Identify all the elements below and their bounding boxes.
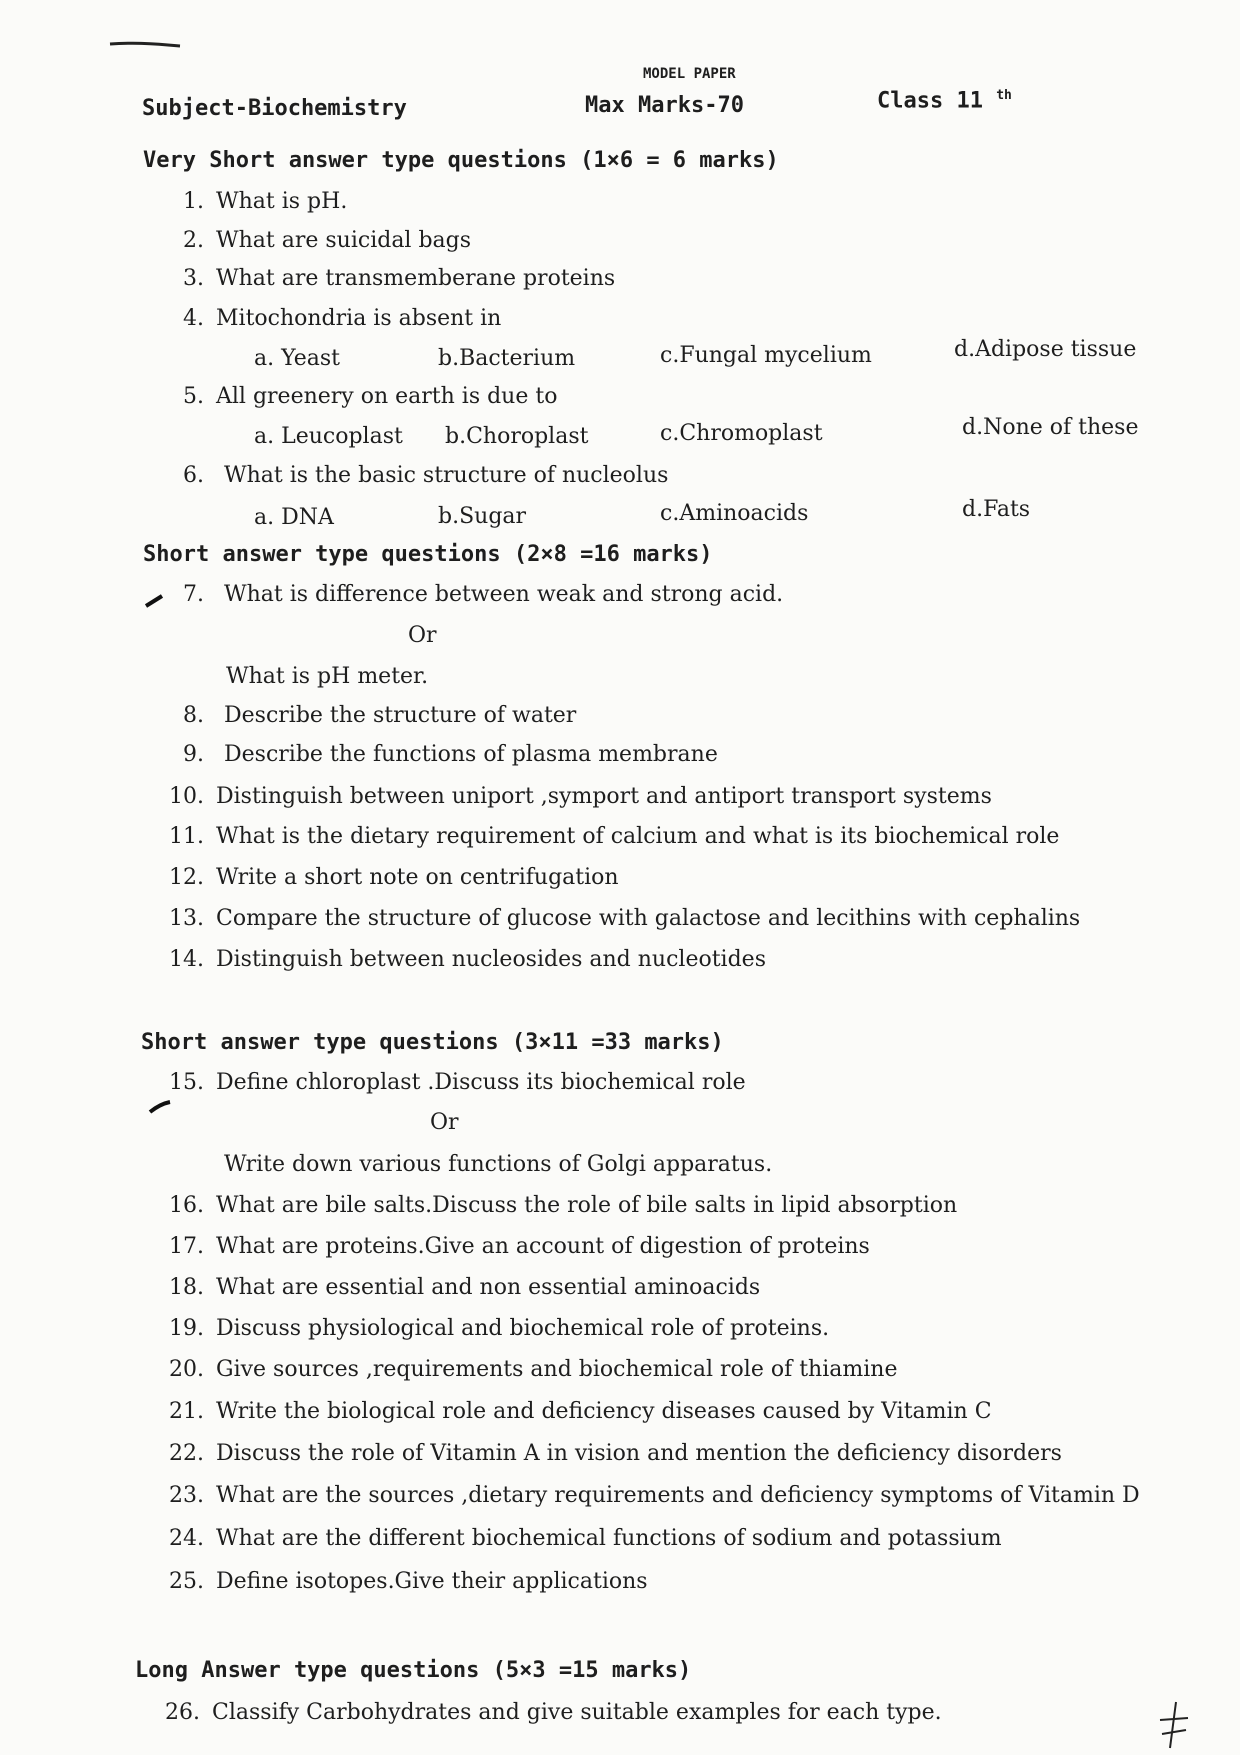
max-marks-label: Max Marks-70	[585, 93, 744, 118]
question-1	[160, 189, 347, 214]
pen-mark-bottom-right	[1156, 1700, 1196, 1752]
question-text: Distinguish between uniport ,symport and antiport transport systems	[216, 784, 992, 809]
question-text: Define isotopes.Give their applications	[216, 1569, 648, 1594]
question-10	[160, 784, 992, 809]
question-number: 20.	[169, 1357, 204, 1382]
question-4	[160, 306, 501, 331]
question-text: What are bile salts.Discuss the role of bile salts in lipid absorption	[216, 1193, 958, 1218]
question-11	[160, 824, 1059, 849]
question-2	[160, 228, 471, 253]
question-number: 15.	[169, 1070, 204, 1095]
question-21	[160, 1399, 992, 1424]
section-heading-very-short: Very Short answer type questions (1×6 = 6 marks)	[143, 148, 779, 173]
q4-option-c: c.Fungal mycelium	[660, 343, 872, 368]
question-14	[160, 947, 766, 972]
question-text: Give sources ,requirements and biochemical role of thiamine	[216, 1357, 898, 1382]
question-number: 6.	[183, 463, 204, 488]
question-8	[160, 703, 576, 728]
question-text: Discuss the role of Vitamin A in vision and mention the deficiency disorders	[216, 1441, 1062, 1466]
question-number: 21.	[169, 1399, 204, 1424]
question-number: 4.	[183, 306, 204, 331]
question-number: 22.	[169, 1441, 204, 1466]
q5-option-b: b.Choroplast	[445, 424, 589, 449]
q15-alternative: Write down various functions of Golgi apparatus.	[224, 1152, 773, 1177]
question-number: 24.	[169, 1526, 204, 1551]
question-number: 25.	[169, 1569, 204, 1594]
section-heading-short-3-marks: Short answer type questions (3×11 =33 marks)	[141, 1030, 724, 1055]
question-number: 12.	[169, 865, 204, 890]
q5-option-a: a. Leucoplast	[254, 424, 403, 449]
question-number: 3.	[183, 266, 204, 291]
question-text: What are suicidal bags	[216, 228, 472, 253]
question-number: 7.	[183, 582, 204, 607]
question-text: Describe the structure of water	[224, 703, 577, 728]
question-7	[160, 582, 783, 607]
model-paper-label: MODEL PAPER	[643, 66, 736, 82]
q6-option-a: a. DNA	[254, 505, 334, 530]
question-22	[160, 1441, 1062, 1466]
question-20	[160, 1357, 897, 1382]
question-text: What are transmemberane proteins	[216, 266, 616, 291]
question-23	[160, 1483, 1140, 1508]
question-text: Discuss physiological and biochemical role of proteins.	[216, 1316, 830, 1341]
question-12	[160, 865, 619, 890]
question-24	[160, 1526, 1002, 1551]
tick-mark-q15	[148, 1098, 174, 1116]
question-text: Define chloroplast .Discuss its biochemical role	[216, 1070, 746, 1095]
class-label	[877, 88, 1012, 113]
q4-option-b: b.Bacterium	[438, 346, 576, 371]
question-number: 19.	[169, 1316, 204, 1341]
question-number: 9.	[183, 742, 204, 767]
question-text: All greenery on earth is due to	[216, 384, 558, 409]
question-25	[160, 1569, 648, 1594]
question-number: 14.	[169, 947, 204, 972]
question-text: What are the sources ,dietary requirements and deficiency symptoms of Vitamin D	[216, 1483, 1140, 1508]
question-number: 11.	[169, 824, 204, 849]
question-text: Write the biological role and deficiency diseases caused by Vitamin C	[216, 1399, 992, 1424]
question-number: 5.	[183, 384, 204, 409]
class-sup: th	[996, 88, 1012, 103]
question-text: What are the different biochemical functions of sodium and potassium	[216, 1526, 1002, 1551]
question-18	[160, 1275, 760, 1300]
question-26	[156, 1700, 942, 1725]
question-text: What is the basic structure of nucleolus	[224, 463, 669, 488]
question-text: Mitochondria is absent in	[216, 306, 502, 331]
question-text: Classify Carbohydrates and give suitable examples for each type.	[212, 1700, 942, 1725]
q5-option-c: c.Chromoplast	[660, 421, 823, 446]
question-number: 23.	[169, 1483, 204, 1508]
question-number: 26.	[165, 1700, 200, 1725]
q4-option-a: a. Yeast	[254, 346, 340, 371]
q6-option-c: c.Aminoacids	[660, 501, 809, 526]
section-heading-short-2-marks: Short answer type questions (2×8 =16 marks)	[143, 542, 713, 567]
section-heading-long: Long Answer type questions (5×3 =15 marks)	[135, 1658, 692, 1683]
question-3	[160, 266, 615, 291]
q5-option-d: d.None of these	[962, 415, 1139, 440]
question-number: 2.	[183, 228, 204, 253]
q4-option-d: d.Adipose tissue	[954, 337, 1137, 362]
q6-option-b: b.Sugar	[438, 504, 527, 529]
class-text: Class 11	[877, 88, 983, 114]
question-number: 1.	[183, 189, 204, 214]
question-16	[160, 1193, 957, 1218]
question-6	[160, 463, 668, 488]
q6-option-d: d.Fats	[962, 497, 1031, 522]
question-number: 10.	[169, 784, 204, 809]
question-number: 17.	[169, 1234, 204, 1259]
question-text: What are essential and non essential aminoacids	[216, 1275, 761, 1300]
question-19	[160, 1316, 829, 1341]
question-13	[160, 906, 1080, 931]
question-text: Write a short note on centrifugation	[216, 865, 619, 890]
question-text: What are proteins.Give an account of digestion of proteins	[216, 1234, 870, 1259]
pen-stroke-top	[108, 36, 188, 52]
question-17	[160, 1234, 870, 1259]
subject-label: Subject-Biochemistry	[142, 96, 407, 121]
q15-or: Or	[430, 1110, 459, 1135]
question-number: 13.	[169, 906, 204, 931]
question-text: What is the dietary requirement of calcium and what is its biochemical role	[216, 824, 1060, 849]
question-text: What is difference between weak and strong acid.	[224, 582, 784, 607]
question-9	[160, 742, 718, 767]
question-text: Describe the functions of plasma membrane	[224, 742, 718, 767]
question-number: 8.	[183, 703, 204, 728]
question-15	[160, 1070, 746, 1095]
question-number: 18.	[169, 1275, 204, 1300]
question-text: Compare the structure of glucose with galactose and lecithins with cephalins	[216, 906, 1081, 931]
q7-or: Or	[408, 623, 437, 648]
question-text: What is pH.	[216, 189, 348, 214]
q7-alternative: What is pH meter.	[226, 664, 429, 689]
question-number: 16.	[169, 1193, 204, 1218]
question-5	[160, 384, 557, 409]
question-text: Distinguish between nucleosides and nucleotides	[216, 947, 766, 972]
